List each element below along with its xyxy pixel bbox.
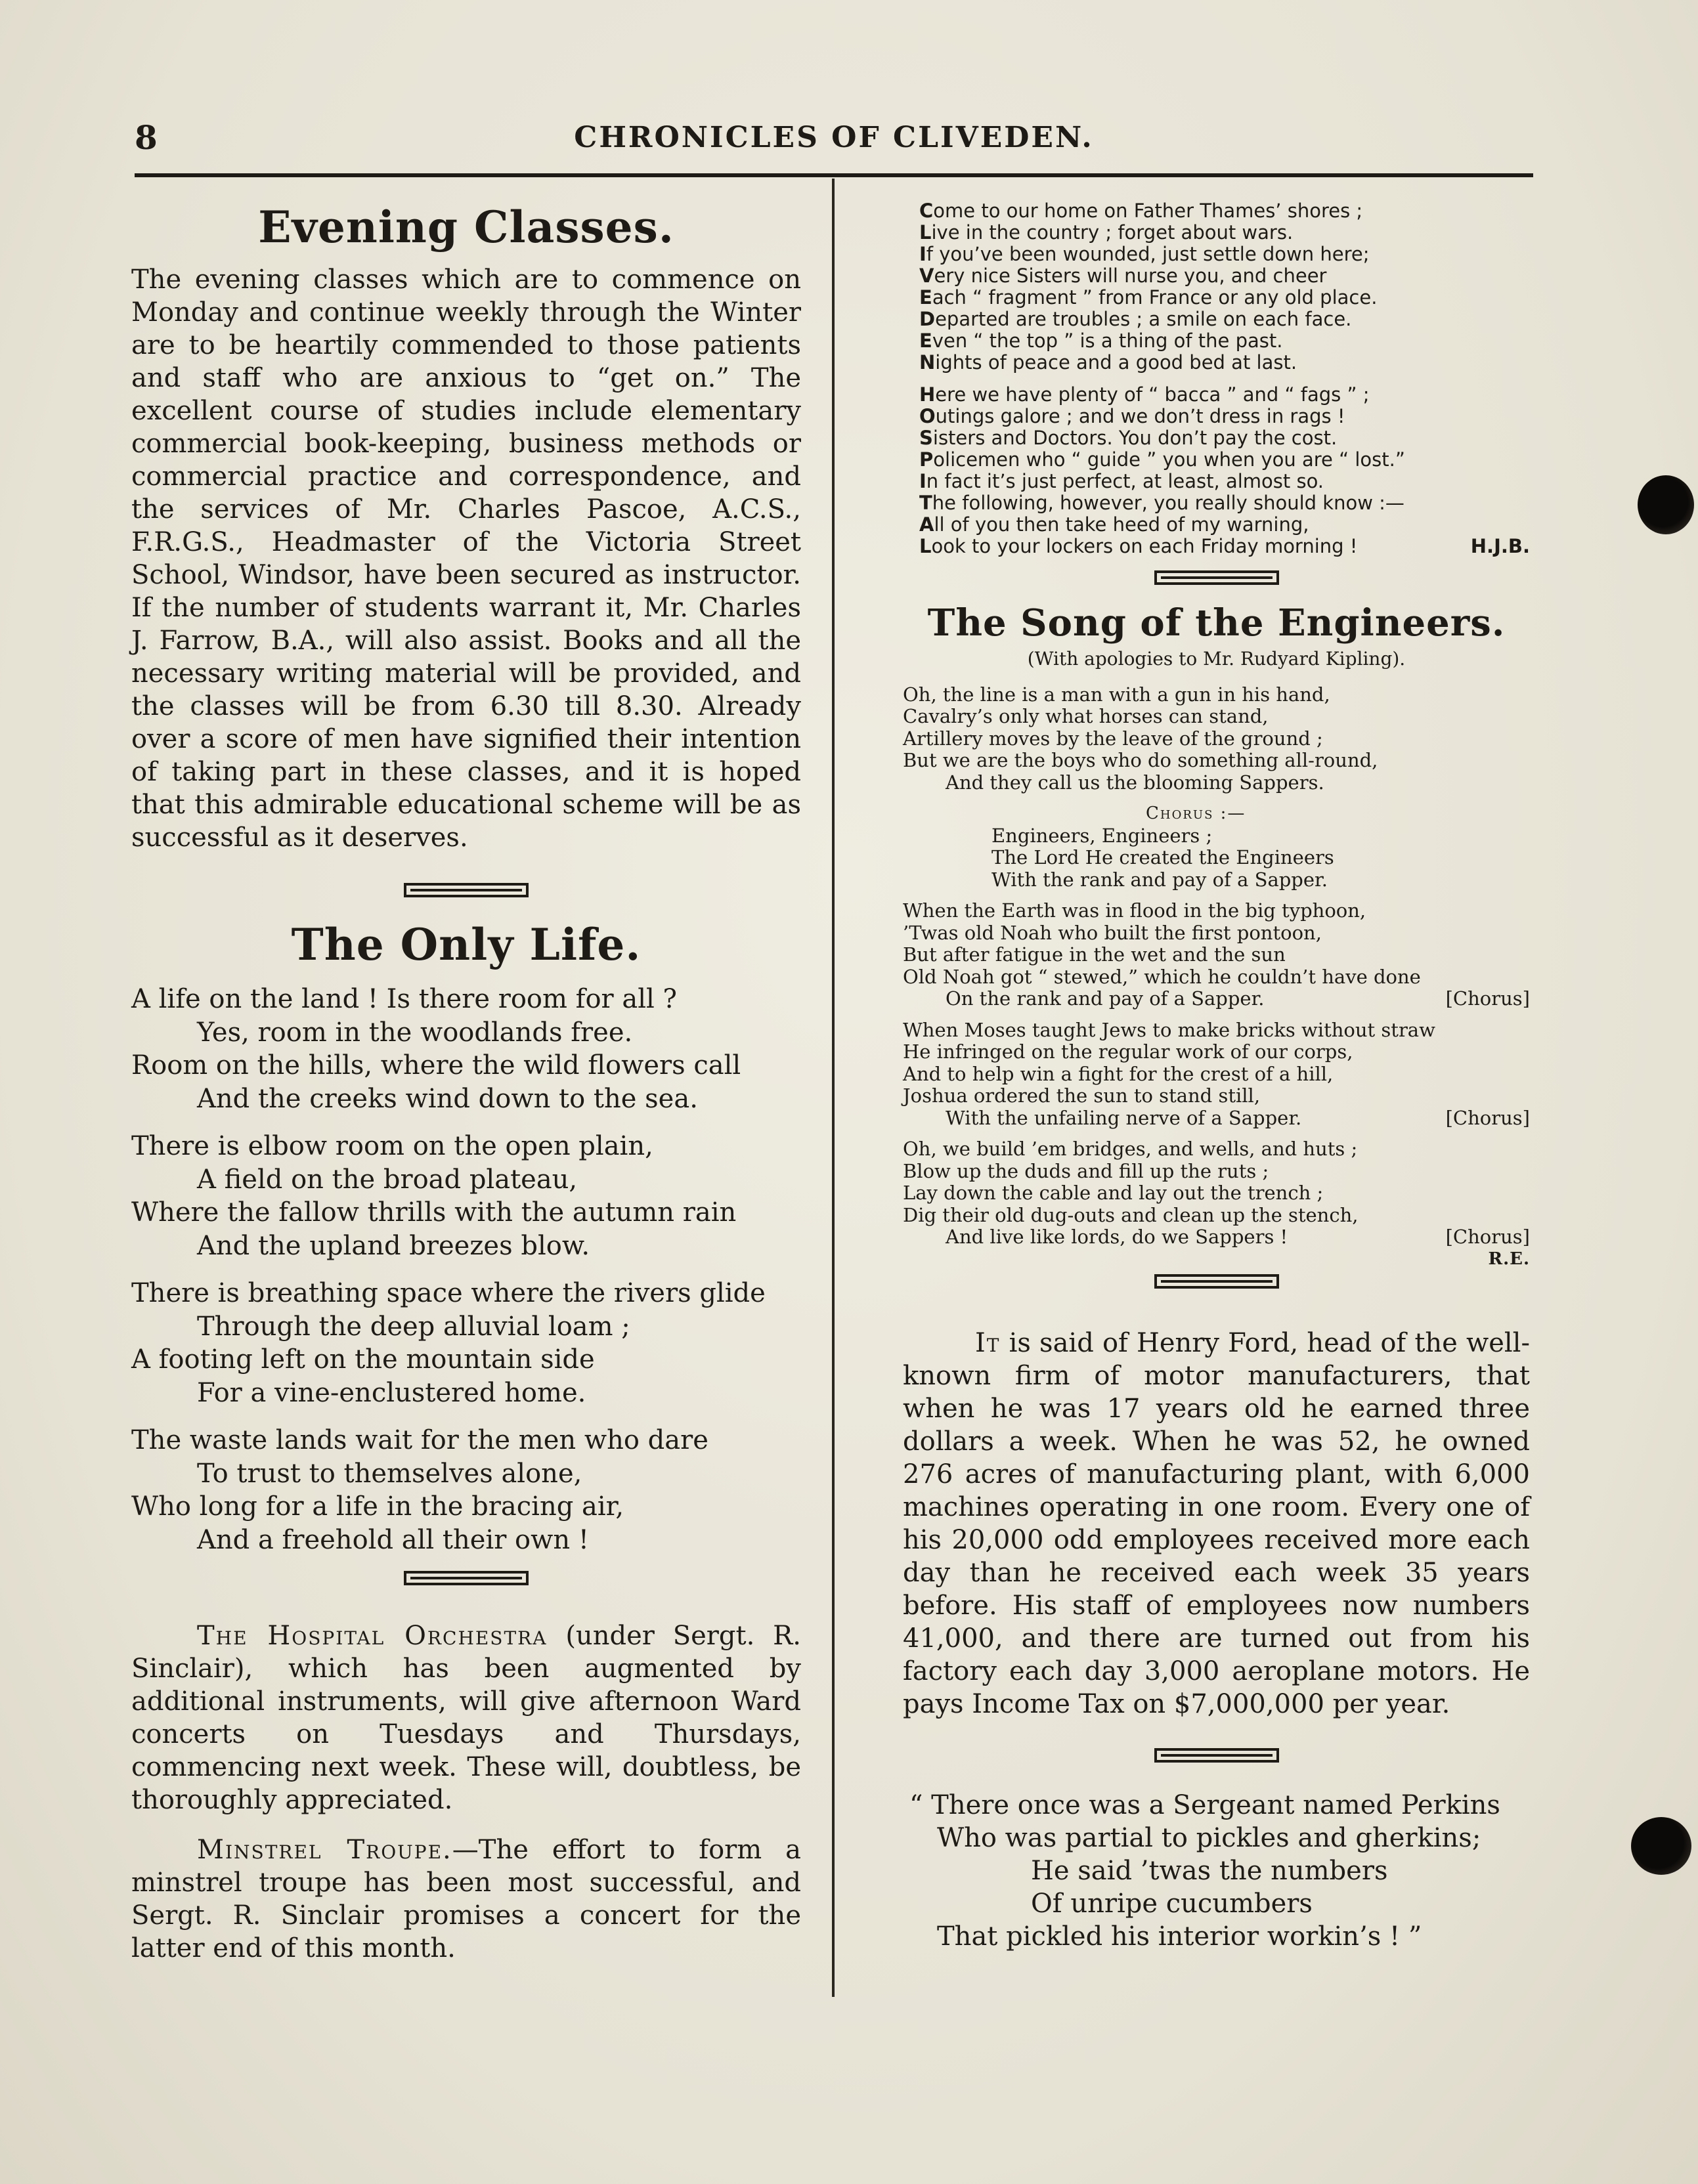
orchestra-notice (131, 1619, 801, 1816)
song-line: But we are the boys who do something all-round, (903, 749, 1378, 772)
limerick-line: Who was partial to pickles and gherkins; (937, 1823, 1481, 1854)
song-line: Oh, the line is a man with a gun in his hand, (903, 683, 1330, 706)
limerick-line: Of unripe cucumbers (1031, 1889, 1313, 1919)
acrostic-line: Very nice Sisters will nurse you, and cheer (919, 265, 1327, 287)
song-line: Cavalry’s only what horses can stand, (903, 705, 1269, 728)
only-life-poem (131, 918, 801, 1557)
limerick-line: That pickled his interior workin’s ! ” (937, 1921, 1422, 1952)
poem-line: A life on the land ! Is there room for all ? (131, 984, 677, 1015)
chorus-ref: [Chorus] (1445, 1106, 1530, 1129)
acrostic-line: Look to your lockers on each Friday morning ! H.J.B. (919, 535, 1530, 557)
left-column (131, 190, 801, 1965)
song-line: And to help win a fight for the crest of a hill, (903, 1062, 1334, 1085)
acrostic-line: The following, however, you really should know :— (919, 492, 1404, 514)
acrostic-line: All of you then take heed of my warning, (919, 513, 1309, 536)
henry-ford-article (903, 1327, 1530, 1721)
song-chorus (903, 803, 1530, 891)
chorus-ref: [Chorus] (1445, 1226, 1530, 1249)
song-line: But after fatigue in the wet and the sun (903, 943, 1286, 966)
song-line: Engineers, Engineers ; (991, 824, 1213, 847)
orchestra-lead: The Hospital Orchestra (197, 1621, 548, 1652)
minstrel-notice (131, 1833, 801, 1965)
acrostic-line: Here we have plenty of “ bacca ” and “ fags ” ; (919, 383, 1370, 406)
only-life-stanzas (131, 983, 801, 1556)
engineers-verses (903, 684, 1530, 1271)
acrostic-line: Policemen who “ guide ” you when you are “ lost.” (919, 448, 1405, 471)
page-header (135, 118, 1533, 164)
song-line: He infringed on the regular work of our corps, (903, 1040, 1353, 1063)
acrostic-line: Come to our home on Father Thames’ shores ; (919, 200, 1363, 222)
poem-line: Yes, room in the woodlands free. (197, 1017, 633, 1048)
acrostic-line: In fact it’s just perfect, at least, almost so. (919, 470, 1324, 492)
engineers-title: The Song of the Engineers. (927, 601, 1506, 645)
poem-stanza (131, 1130, 801, 1262)
poem-line: A field on the broad plateau, (197, 1164, 578, 1195)
poem-line: Through the deep alluvial loam ; (197, 1311, 630, 1342)
song-line: When the Earth was in flood in the big typhoon, (903, 899, 1366, 922)
poem-line: And the creeks wind down to the sea. (197, 1083, 698, 1114)
section-ornament (404, 1571, 529, 1585)
poem-line: And the upland breezes blow. (197, 1230, 590, 1261)
song-line: The Lord He created the Engineers (991, 846, 1334, 869)
right-column (903, 200, 1530, 1953)
acrostic-line: If you’ve been wounded, just settle down here; (919, 243, 1370, 265)
poem-line: Where the fallow thrills with the autumn rain (131, 1197, 737, 1228)
acrostic-line: Even “ the top ” is a thing of the past. (919, 330, 1283, 352)
punch-hole (1638, 475, 1694, 534)
song-line: Blow up the duds and fill up the ruts ; (903, 1159, 1269, 1182)
engineers-signature: R.E. (1488, 1249, 1530, 1269)
poem-line: And a freehold all their own ! (197, 1524, 589, 1555)
song-line: ’Twas old Noah who built the first pontoon, (903, 921, 1322, 944)
song-line: When Moses taught Jews to make bricks without straw (903, 1018, 1435, 1041)
poem-line: For a vine-enclustered home. (197, 1377, 586, 1408)
song-line: Joshua ordered the sun to stand still, (903, 1084, 1261, 1107)
section-ornament (404, 883, 529, 897)
evening-classes-body: The evening classes which are to commence on Monday and continue weekly through the Winter are to be heartily commended to those patients and staff who are anxious to “get on.” The excellent course of studies include elementary commercial book-keeping, business methods or commercial practice and correspondence, and the services of Mr. Charles Pascoe, A.C.S., F.R.G.S., Headmaster of the Victoria Street School, Windsor, have been secured as instructor. If the number of students warrant it, Mr. Charles J. Farrow, B.A., will also assist. Books and all the necessary writing material will be provided, and the classes will be from 6.30 till 8.30. Already over a score of men have signified their intention of taking part in these classes, and it is hoped that this admirable educational scheme will be as successful as it deserves. (131, 264, 801, 853)
ford-lead: It (975, 1328, 1001, 1359)
acrostic-line: Nights of peace and a good bed at last. (919, 351, 1297, 374)
engineers-song (903, 603, 1530, 1270)
minstrel-body: —The effort to form a minstrel troupe has been most successful, and Sergt. R. Sinclair promises a concert for the latter end of this month. (131, 1835, 802, 1964)
evening-classes-article (131, 203, 801, 854)
song-verse (903, 1019, 1530, 1130)
poem-line: Room on the hills, where the wild flowers call (131, 1050, 741, 1081)
cliveden-acrostic (903, 200, 1530, 557)
chorus-ref: [Chorus] (1445, 987, 1530, 1010)
song-verse (903, 1138, 1530, 1249)
song-line: Lay down the cable and lay out the trench ; (903, 1182, 1324, 1205)
acrostic-line: Each “ fragment ” from France or any old place. (919, 286, 1378, 309)
engineers-subtitle: (With apologies to Mr. Rudyard Kipling). (1027, 647, 1406, 670)
acrostic-line: Live in the country ; forget about wars. (919, 221, 1294, 244)
song-line: And they call us the blooming Sappers. (946, 771, 1324, 794)
poem-line: To trust to themselves alone, (197, 1458, 582, 1489)
acrostic-line: Sisters and Doctors. You don’t pay the cost. (919, 427, 1338, 449)
page-number: 8 (135, 118, 158, 157)
song-line: Artillery moves by the leave of the ground ; (903, 727, 1323, 750)
minstrel-lead: Minstrel Troupe. (197, 1835, 452, 1866)
perkins-limerick (903, 1789, 1530, 1953)
acrostic-stanza (919, 384, 1530, 557)
limerick-line: “ There once was a Sergeant named Perkins (909, 1790, 1500, 1821)
poem-line: A footing left on the mountain side (131, 1344, 595, 1375)
section-ornament (1154, 570, 1279, 585)
header-rule (135, 173, 1533, 177)
song-line: Oh, we build ’em bridges, and wells, and huts ; (903, 1138, 1358, 1161)
acrostic-line: Outings galore ; and we don’t dress in rags ! (919, 405, 1345, 427)
poem-stanza (131, 983, 801, 1115)
song-verse (903, 684, 1530, 794)
song-line: On the rank and pay of a Sapper. [Chorus] (946, 987, 1530, 1010)
poem-line: Who long for a life in the bracing air, (131, 1491, 624, 1522)
song-line: With the rank and pay of a Sapper. (991, 868, 1328, 891)
acrostic-stanza (919, 200, 1530, 374)
acrostic-line: Departed are troubles ; a smile on each face. (919, 308, 1352, 330)
punch-hole (1631, 1817, 1691, 1875)
poem-stanza (131, 1424, 801, 1556)
acrostic-signature: H.J.B. (1470, 535, 1530, 557)
only-life-title: The Only Life. (291, 918, 642, 970)
song-line: With the unfailing nerve of a Sapper. [Chorus] (946, 1106, 1530, 1129)
song-line: And live like lords, do we Sappers ! [Chorus] (946, 1226, 1530, 1249)
poem-stanza (131, 1277, 801, 1409)
ford-body: is said of Henry Ford, head of the well-known firm of motor manufacturers, that when he was 17 years old he earned three dollars a week. When he was 52, he owned 276 acres of manufacturing plant, with 6,000 machines operating in one room. Every one of his 20,000 odd employees received more each day than he received each week 35 years before. His staff of employees now numbers 41,000, and there are turned out from his factory each day 3,000 aeroplane motors. He pays Income Tax on $7,000,000 per year. (903, 1328, 1530, 1720)
running-title: CHRONICLES OF CLIVEDEN. (574, 121, 1094, 154)
limerick-line: He said ’twas the numbers (1031, 1856, 1388, 1887)
section-ornament (1154, 1748, 1279, 1763)
evening-classes-title: Evening Classes. (258, 202, 674, 253)
column-divider (832, 179, 835, 1997)
song-line: Old Noah got “ stewed,” which he couldn’t have done (903, 965, 1421, 988)
song-line: Dig their old dug-outs and clean up the stench, (903, 1203, 1359, 1226)
song-verse (903, 900, 1530, 1010)
chorus-label: Chorus :— (1146, 803, 1246, 824)
orchestra-body: (under Sergt. R. Sinclair), which has been augmented by additional instruments, will give afternoon Ward concerts on Tuesdays and Thursdays, commencing next week. These will, doubtless, be thoroughly appreciated. (131, 1621, 802, 1816)
section-ornament (1154, 1274, 1279, 1289)
poem-line: The waste lands wait for the men who dare (131, 1425, 708, 1456)
poem-line: There is breathing space where the rivers glide (131, 1278, 766, 1309)
poem-line: There is elbow room on the open plain, (131, 1131, 653, 1162)
